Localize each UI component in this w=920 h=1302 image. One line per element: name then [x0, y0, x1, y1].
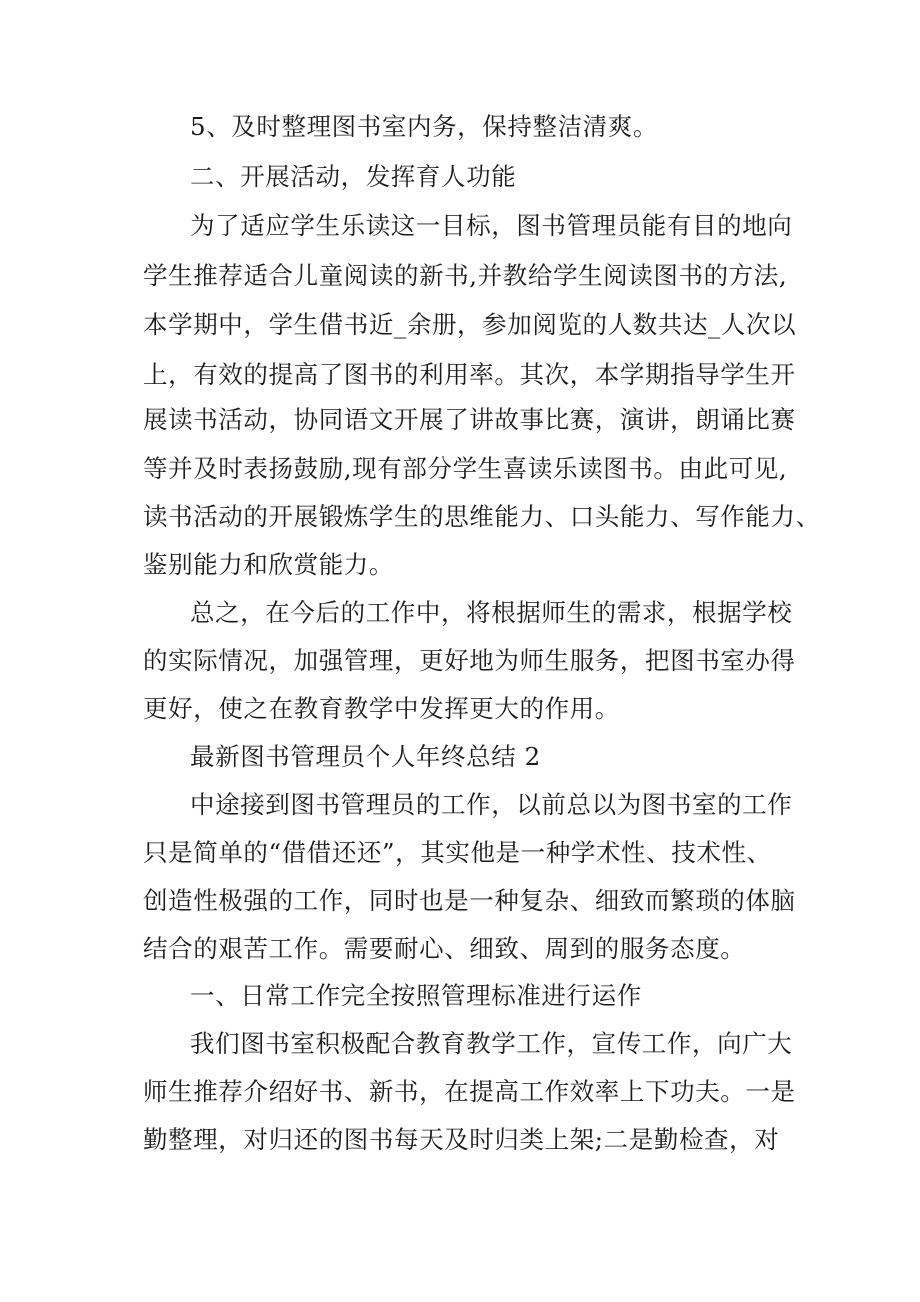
paragraph-line: 总之，在今后的工作中，将根据师生的需求，根据学校: [190, 598, 793, 627]
paragraph-line: 上，有效的提高了图书的利用率。其次，本学期指导学生开: [143, 360, 796, 389]
section-heading-activities: 二、开展活动，发挥育人功能: [190, 162, 517, 191]
paragraph-line: 更好，使之在教育教学中发挥更大的作用。: [143, 694, 620, 723]
paragraph-line: 中途接到图书管理员的工作，以前总以为图书室的工作: [190, 790, 793, 819]
paragraph-line: 勤整理，对归还的图书每天及时归类上架;二是勤检查，对: [143, 1125, 780, 1154]
section-heading-daily-work: 一、日常工作完全按照管理标准进行运作: [190, 981, 642, 1010]
paragraph-line: 创造性极强的工作，同时也是一种复杂、细致而繁琐的体脑: [143, 886, 796, 915]
section-title-summary-2: 最新图书管理员个人年终总结 2: [190, 742, 541, 771]
paragraph-line: 的实际情况，加强管理，更好地为师生服务，把图书室办得: [143, 646, 796, 675]
paragraph-line: 只是简单的“借借还还”，其实他是一种学术性、技术性、: [143, 838, 772, 867]
paragraph-line: 我们图书室积极配合教育教学工作，宣传工作，向广大: [190, 1029, 793, 1058]
paragraph-line: 学生推荐适合儿童阅读的新书,并教给学生阅读图书的方法,: [143, 261, 788, 290]
paragraph-line: 为了适应学生乐读这一目标，图书管理员能有目的地向: [190, 211, 793, 240]
paragraph-line: 师生推荐介绍好书、新书，在提高工作效率上下功夫。一是: [143, 1077, 796, 1106]
paragraph-line: 等并及时表扬鼓励,现有部分学生喜读乐读图书。由此可见,: [143, 454, 788, 483]
paragraph-line: 展读书活动，协同语文开展了讲故事比赛，演讲，朗诵比赛: [143, 405, 796, 434]
paragraph-line: 本学期中，学生借书近_余册，参加阅览的人数共达_人次以: [143, 310, 797, 339]
paragraph-line-item-5: 5、及时整理图书室内务，保持整洁清爽。: [190, 112, 658, 141]
paragraph-line: 鉴别能力和欣赏能力。: [143, 550, 394, 579]
paragraph-line: 结合的艰苦工作。需要耐心、细致、周到的服务态度。: [143, 934, 746, 963]
paragraph-line: 读书活动的开展锻炼学生的思维能力、口头能力、写作能力、: [143, 502, 821, 531]
